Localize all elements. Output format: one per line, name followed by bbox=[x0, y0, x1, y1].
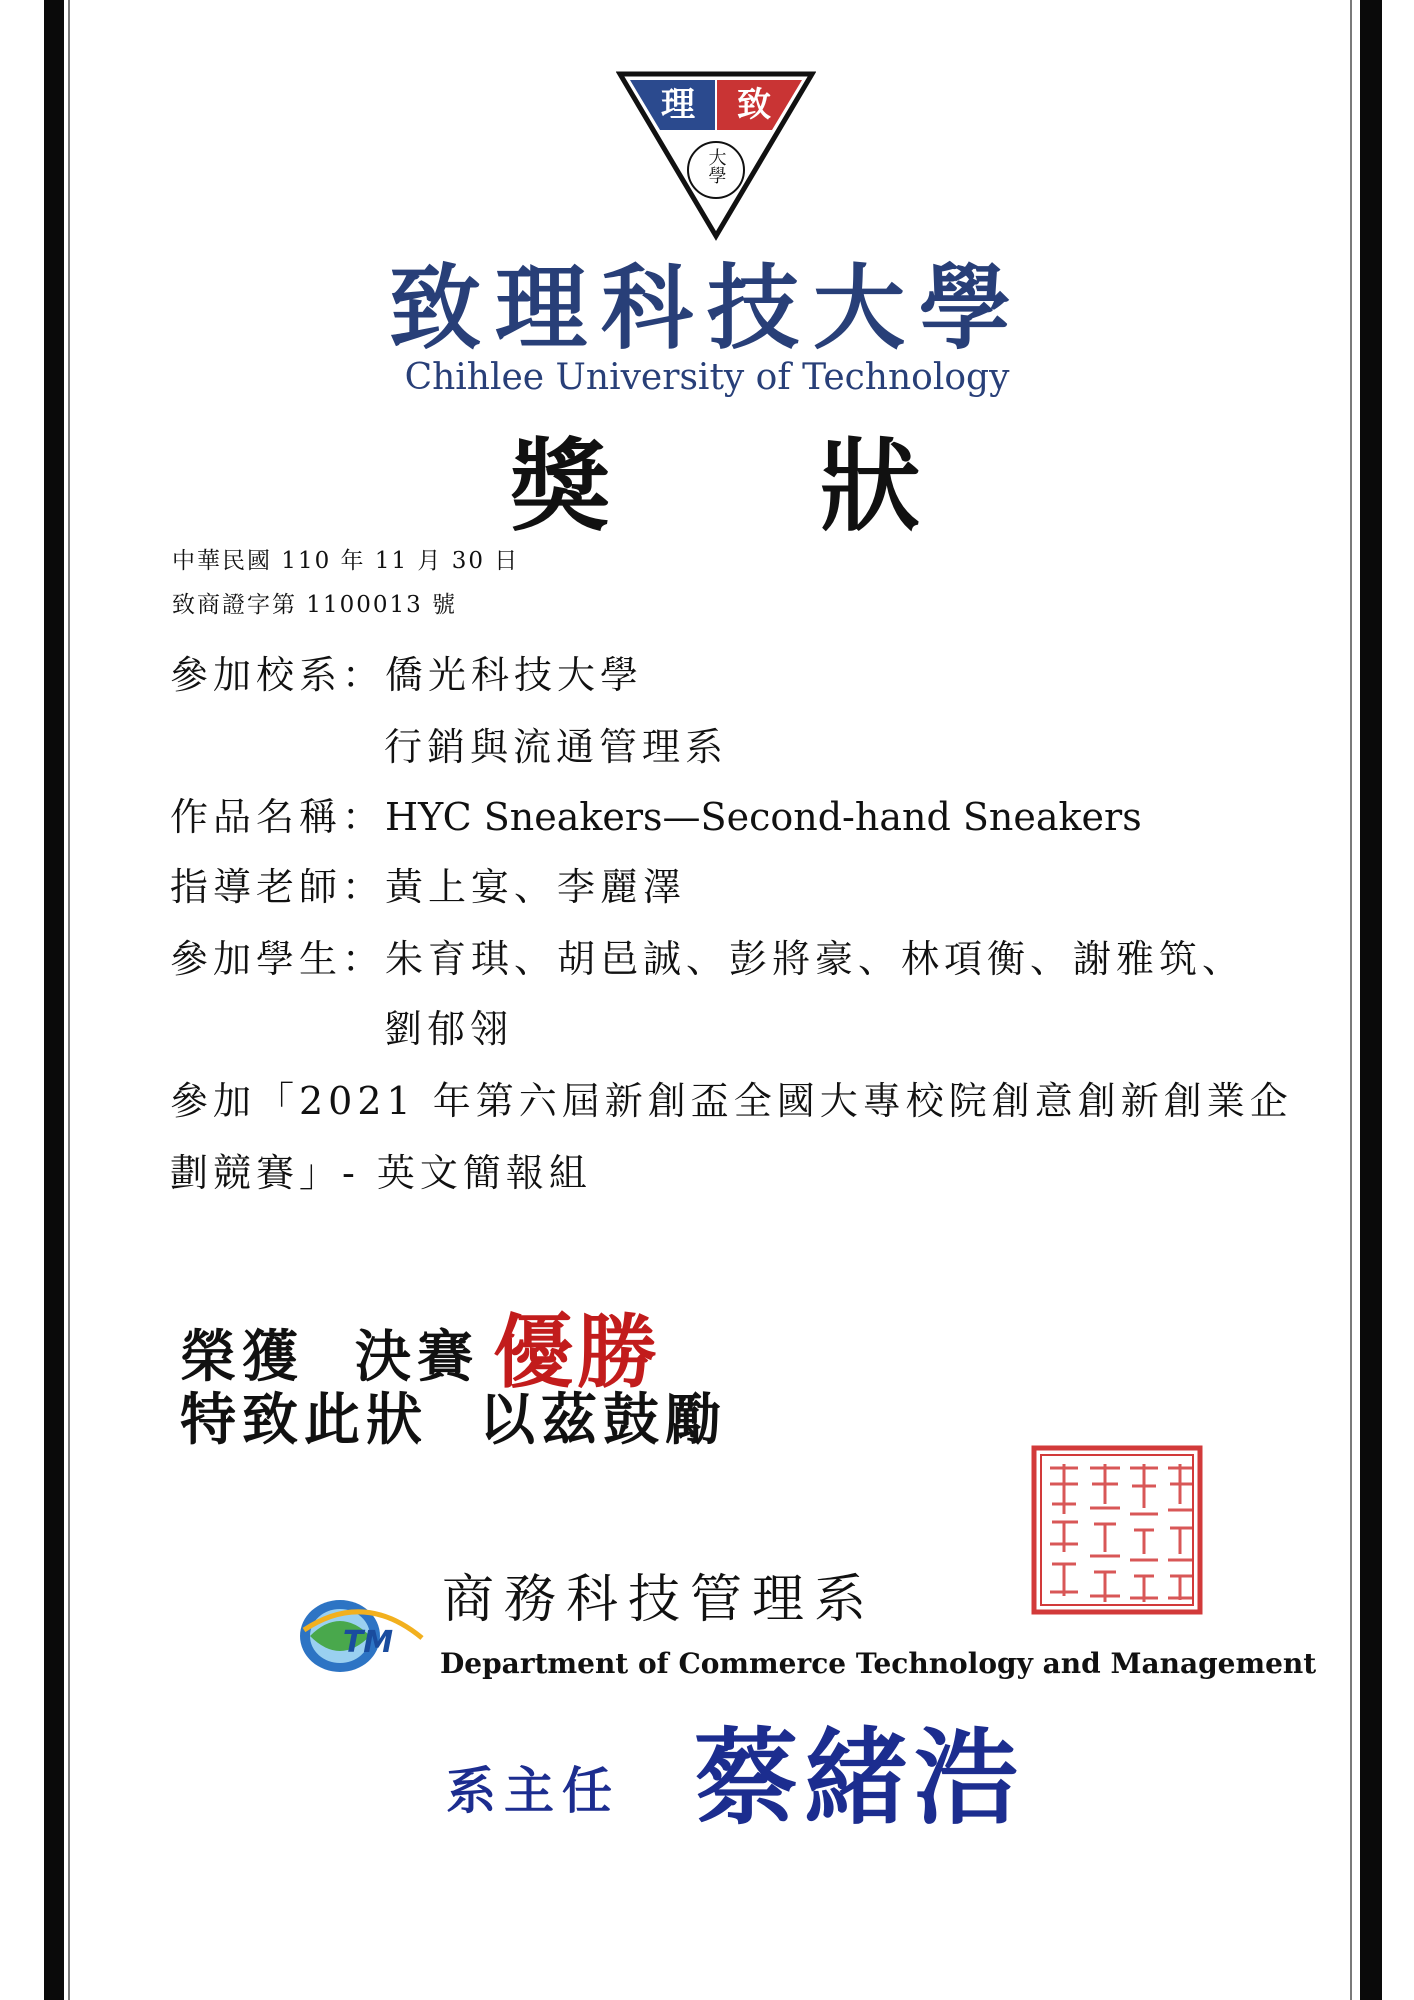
certificate-title-char-1: 獎 bbox=[510, 427, 610, 545]
advisor-row bbox=[170, 865, 687, 909]
school-label: 參加校系： bbox=[170, 653, 386, 697]
department-name-en: Department of Commerce Technology and Management bbox=[440, 1647, 1317, 1680]
work-value: HYC Sneakers—Second-hand Sneakers bbox=[385, 795, 1142, 839]
competition-line-1: 參加「2021 年第六屆新創盃全國大專校院創意創新創業企 bbox=[170, 1079, 1293, 1123]
students-label: 參加學生： bbox=[170, 937, 386, 981]
logo-char-bottom: 大學 bbox=[705, 148, 727, 184]
award-result: 優勝 bbox=[493, 1305, 661, 1399]
work-row bbox=[170, 795, 1142, 839]
university-name-en: Chihlee University of Technology bbox=[404, 357, 1010, 398]
students-value-line1: 朱育琪、胡邑誠、彭將豪、林項衡、謝雅筑、 bbox=[385, 937, 1246, 981]
department-value: 行銷與流通管理系 bbox=[384, 725, 729, 769]
logo-char-left: 理 bbox=[661, 85, 695, 125]
school-row bbox=[170, 653, 644, 697]
department-name-zh: 商務科技管理系 bbox=[442, 1570, 877, 1630]
chair-signature-name: 蔡緒浩 bbox=[694, 1716, 1025, 1839]
award-closing: 特致此狀 以茲鼓勵 bbox=[180, 1387, 727, 1453]
advisor-value: 黃上宴、李麗澤 bbox=[385, 865, 687, 909]
department-seal-stamp bbox=[1030, 1444, 1204, 1616]
university-logo bbox=[616, 70, 816, 242]
certificate-number: 致商證字第 1100013 號 bbox=[172, 592, 458, 618]
certificate-title-char-2: 狀 bbox=[820, 427, 920, 545]
award-prefix: 榮獲 決賽 bbox=[180, 1324, 479, 1390]
department-globe-logo bbox=[290, 1594, 430, 1676]
competition-line-2: 劃競賽」- 英文簡報組 bbox=[170, 1151, 592, 1195]
chair-title: 系主任 bbox=[446, 1761, 620, 1820]
students-row bbox=[170, 937, 1246, 981]
certificate-date: 中華民國 110 年 11 月 30 日 bbox=[172, 548, 520, 574]
school-value: 僑光科技大學 bbox=[385, 653, 644, 697]
logo-char-right: 致 bbox=[737, 85, 771, 125]
work-label: 作品名稱： bbox=[170, 795, 386, 839]
university-name-zh: 致理科技大學 bbox=[388, 254, 1025, 362]
students-value-line2: 劉郁翎 bbox=[384, 1007, 514, 1051]
advisor-label: 指導老師： bbox=[170, 865, 386, 909]
award-line bbox=[180, 1305, 661, 1399]
department-logo-text: TM bbox=[342, 1625, 394, 1660]
